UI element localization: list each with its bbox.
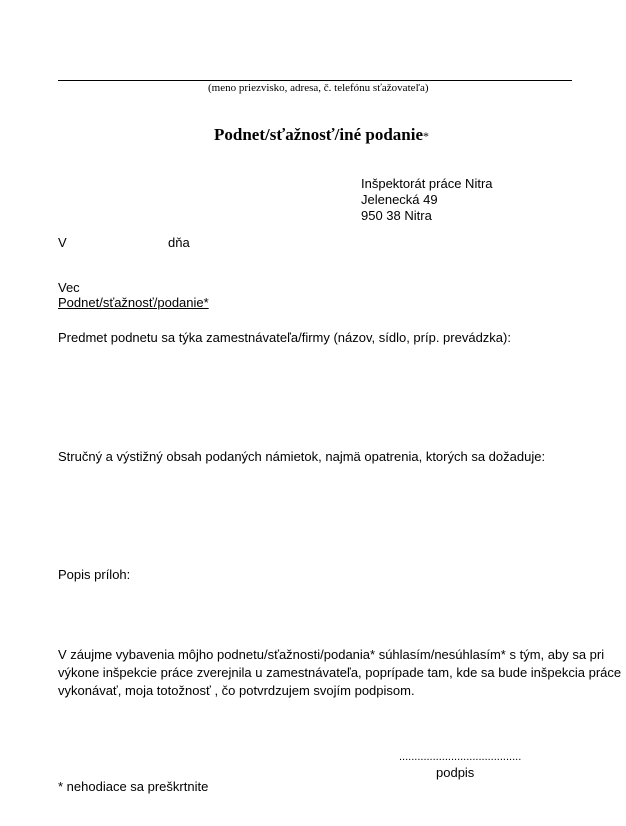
content-section-label: Stručný a výstižný obsah podaných námietok, najmä opatrenia, ktorých sa dožaduje:	[58, 449, 546, 464]
title-asterisk: *	[423, 129, 429, 143]
document-title	[214, 125, 429, 145]
footnote: * nehodiace sa preškrtnite	[58, 779, 209, 794]
recipient-line-1: Inšpektorát práce Nitra	[361, 176, 493, 191]
applicant-caption: (meno priezvisko, adresa, č. telefónu sťažovateľa)	[208, 82, 429, 94]
consent-line-2: výkone inšpekcie práce zverejnila u zamestnávateľa, poprípade tam, kde sa bude inšpekcia práce	[58, 665, 622, 680]
subject-label: Vec	[58, 280, 80, 295]
date-label: dňa	[168, 235, 190, 250]
recipient-address	[361, 176, 493, 224]
signature-line: ........................................	[399, 751, 522, 763]
subject-value: Podnet/sťažnosť/podanie*	[58, 295, 209, 310]
place-label: V	[58, 235, 67, 250]
applicant-info-line	[58, 80, 572, 81]
consent-line-1: V záujme vybavenia môjho podnetu/sťažnosti/podania* súhlasím/nesúhlasím* s tým, aby sa pri	[58, 647, 605, 662]
consent-line-3: vykonávať, moja totožnosť , čo potvrdzujem svojím podpisom.	[58, 683, 415, 698]
consent-paragraph	[58, 646, 622, 700]
employer-section-label: Predmet podnetu sa týka zamestnávateľa/firmy (názov, sídlo, príp. prevádzka):	[58, 330, 511, 345]
attachments-section-label: Popis príloh:	[58, 567, 131, 582]
signature-label: podpis	[436, 765, 475, 780]
recipient-line-3: 950 38 Nitra	[361, 208, 432, 223]
recipient-line-2: Jelenecká 49	[361, 192, 438, 207]
document-title-text: Podnet/sťažnosť/iné podanie	[214, 125, 423, 144]
